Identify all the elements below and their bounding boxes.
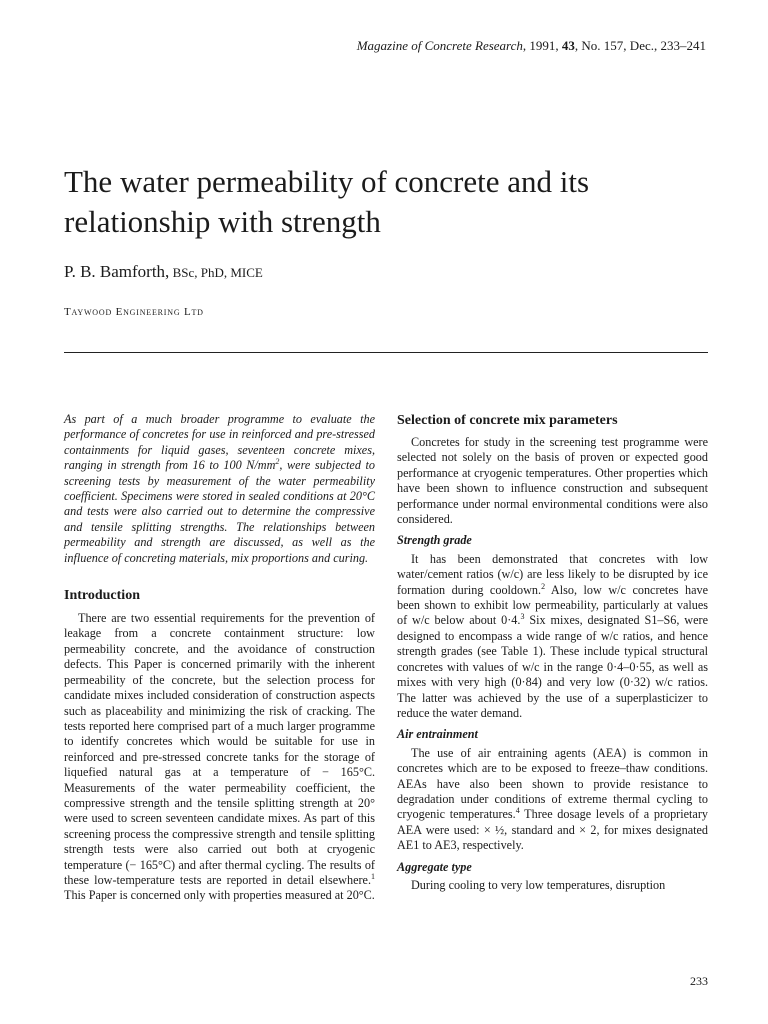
air-text-2: Three dosage levels of a proprietary AEA were used: × ½, standard and × 2, for mixes designated AE1 to AE3, respectively. [397,807,708,853]
left-column [64,412,375,904]
aggregate-type-paragraph: During cooling to very low temperatures, disruption [411,877,666,892]
journal-volume: 43 [561,38,575,53]
journal-name: Magazine of Concrete Research [356,38,523,53]
right-column [397,412,708,893]
strength-text-2: Also, low w/c concretes have been shown to exhibit low permeability, particularly at values of w/c below about 0·4. [397,582,709,628]
journal-issue-pages: , No. 157, Dec., 233–241 [574,38,706,53]
paper-title: The water permeability of concrete and its relationship with strength [64,164,590,239]
introduction-paragraph [64,611,375,904]
header-divider [64,352,708,353]
strength-ref-3: 3 [520,612,525,622]
introduction-text-1: There are two essential requirements for the prevention of leakage from a concrete containment structure: low permeability concrete, and the avoidance of construction defects. This Paper is concerned primarily with the inherent permeability of the concrete, but the selection process for candidate mixes included consideration of construction aspects such as placeability and minimizing the risk of cracking. The tests reported here comprised part of a much larger programme to identify concretes which would be suitable for use in reinforced and pre-stressed concrete tanks for the storage of liquefied natural gas at a temperature of − 165°C. Measurements of the water permeability coefficient, the compressive strength and the tensile splitting strength at 20° were used to screen seventeen candidate mixes. As part of this screening process the compressive strength and tensile splitting strength tests were also carried out both at cryogenic temperature (− 165°C) and after thermal cycling. The results of these low-temperature tests are reported in detail elsewhere. [64,611,375,887]
air-entrainment-heading: Air entrainment [397,727,478,742]
introduction-text-2: This Paper is concerned only with properties measured at 20°C. [64,888,375,903]
affiliation: Taywood Engineering Ltd [64,306,204,318]
abstract-superscript: 2 [275,457,280,467]
strength-grade-heading: Strength grade [397,533,472,548]
selection-paragraph: Concretes for study in the screening test programme were selected not solely on the basis of proven or expected good performance at cryogenic temperatures. Other properties which have been shown to influence construction and subsequent performance under normal environmental conditions were also considered. [397,435,708,527]
abstract-text-2: , were subjected to screening tests by measurement of the water permeability coefficient. Specimens were stored in sealed conditions at 20°C and tests were also carried out to determine the compressive and tensile splitting strengths. The relationships between permeability and strength are discussed, as well as the influence of concreting materials, mix proportions and curing. [64,458,375,565]
strength-text-3: Six mixes, designated S1–S6, were designed to encompass a wide range of w/c ratios, and hence strength grades (see Table 1). These include typical structural concretes with values of w/c in the range 0·4–0·55, as well as mixes with very high (0·84) and very low (0·32) w/c ratios. The latter was achieved by the use of a superplasticizer to reduce the water demand. [397,613,708,720]
strength-text-1: It has been demonstrated that concretes with low water/cement ratios (w/c) are less likely to be disrupted by ice formation during cooldown. [397,551,708,597]
introduction-ref-1: 1 [371,871,375,881]
journal-year: , 1991, [522,38,562,53]
journal-citation [357,38,706,54]
air-text-1: The use of air entraining agents (AEA) is common in concretes which are to be exposed to freeze–thaw conditions. AEAs have also been shown to provide resistance to degradation under conditions of extreme thermal cycling to cryogenic temperatures. [397,745,708,822]
abstract-text-1: As part of a much broader programme to evaluate the performance of concretes for use in reinforced and pre-stressed containments for liquid gases, seventeen concrete mixes, ranging in strength from 16 to 100 N/mm [64,412,375,473]
selection-heading: Selection of concrete mix parameters [397,413,618,428]
author-credentials: BSc, PhD, MICE [169,265,263,280]
author-name: P. B. Bamforth, [64,262,170,281]
air-ref-4: 4 [515,806,520,816]
author-line [64,262,263,282]
introduction-heading: Introduction [64,588,140,604]
aggregate-type-heading: Aggregate type [397,859,472,874]
strength-grade-paragraph [397,552,708,721]
page-number: 233 [690,974,708,988]
air-entrainment-paragraph [397,746,708,854]
strength-ref-2: 2 [541,581,546,591]
abstract [64,412,375,566]
